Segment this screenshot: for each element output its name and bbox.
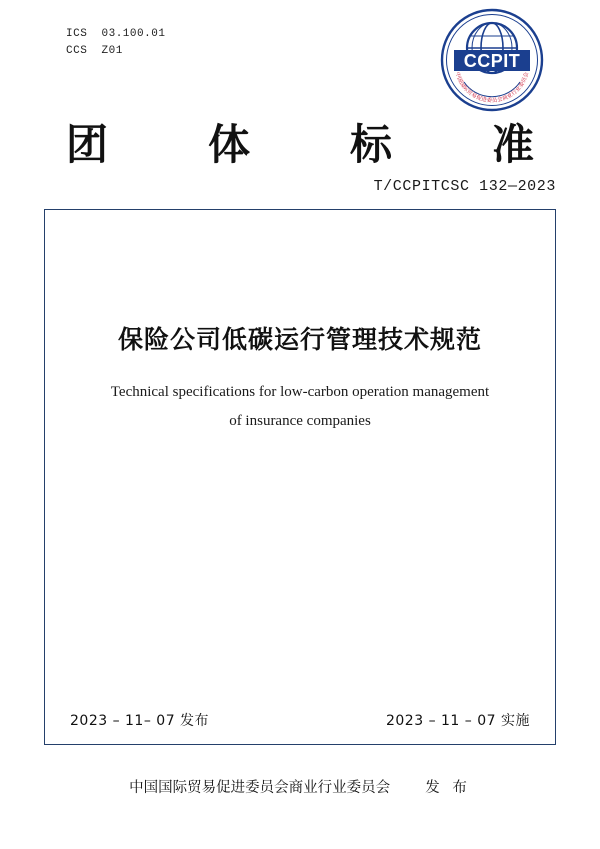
- top-divider: [44, 209, 556, 210]
- issuer-name: 中国国际贸易促进委员会商业行业委员会: [129, 780, 391, 796]
- svg-text:CCPIT: CCPIT: [463, 51, 521, 71]
- issuer-line: [0, 776, 600, 797]
- right-border: [555, 209, 556, 745]
- type-char-2: 体: [207, 120, 250, 169]
- left-border: [44, 209, 45, 745]
- svg-text:中国国际贸易促进委员会商业行业委员会: 中国国际贸易促进委员会商业行业委员会: [453, 71, 531, 105]
- ccs-code: CCS Z01: [66, 45, 123, 57]
- ccpit-logo: [440, 8, 544, 112]
- date-row: [70, 710, 530, 730]
- effective-date: 2023 – 11 – 07 实施: [385, 713, 530, 729]
- standard-type-title: [66, 112, 534, 172]
- title-en-line-2: of insurance companies: [229, 413, 371, 429]
- type-char-1: 团: [66, 120, 109, 169]
- title-en-line-1: Technical specifications for low-carbon operation management: [110, 384, 490, 400]
- standard-number: T/CCPITCSC 132—2023: [373, 178, 556, 195]
- bottom-divider: [44, 744, 556, 745]
- issue-date: 2023 – 11– 07 发布: [70, 713, 210, 729]
- classification-codes: [66, 26, 165, 60]
- ics-code: ICS 03.100.01: [66, 28, 166, 40]
- type-char-3: 标: [349, 120, 392, 169]
- type-char-4: 准: [491, 120, 534, 169]
- page-title: 保险公司低碳运行管理技术规范: [117, 325, 482, 354]
- issue-word: 发 布: [425, 780, 471, 796]
- page-title-english: [0, 378, 600, 436]
